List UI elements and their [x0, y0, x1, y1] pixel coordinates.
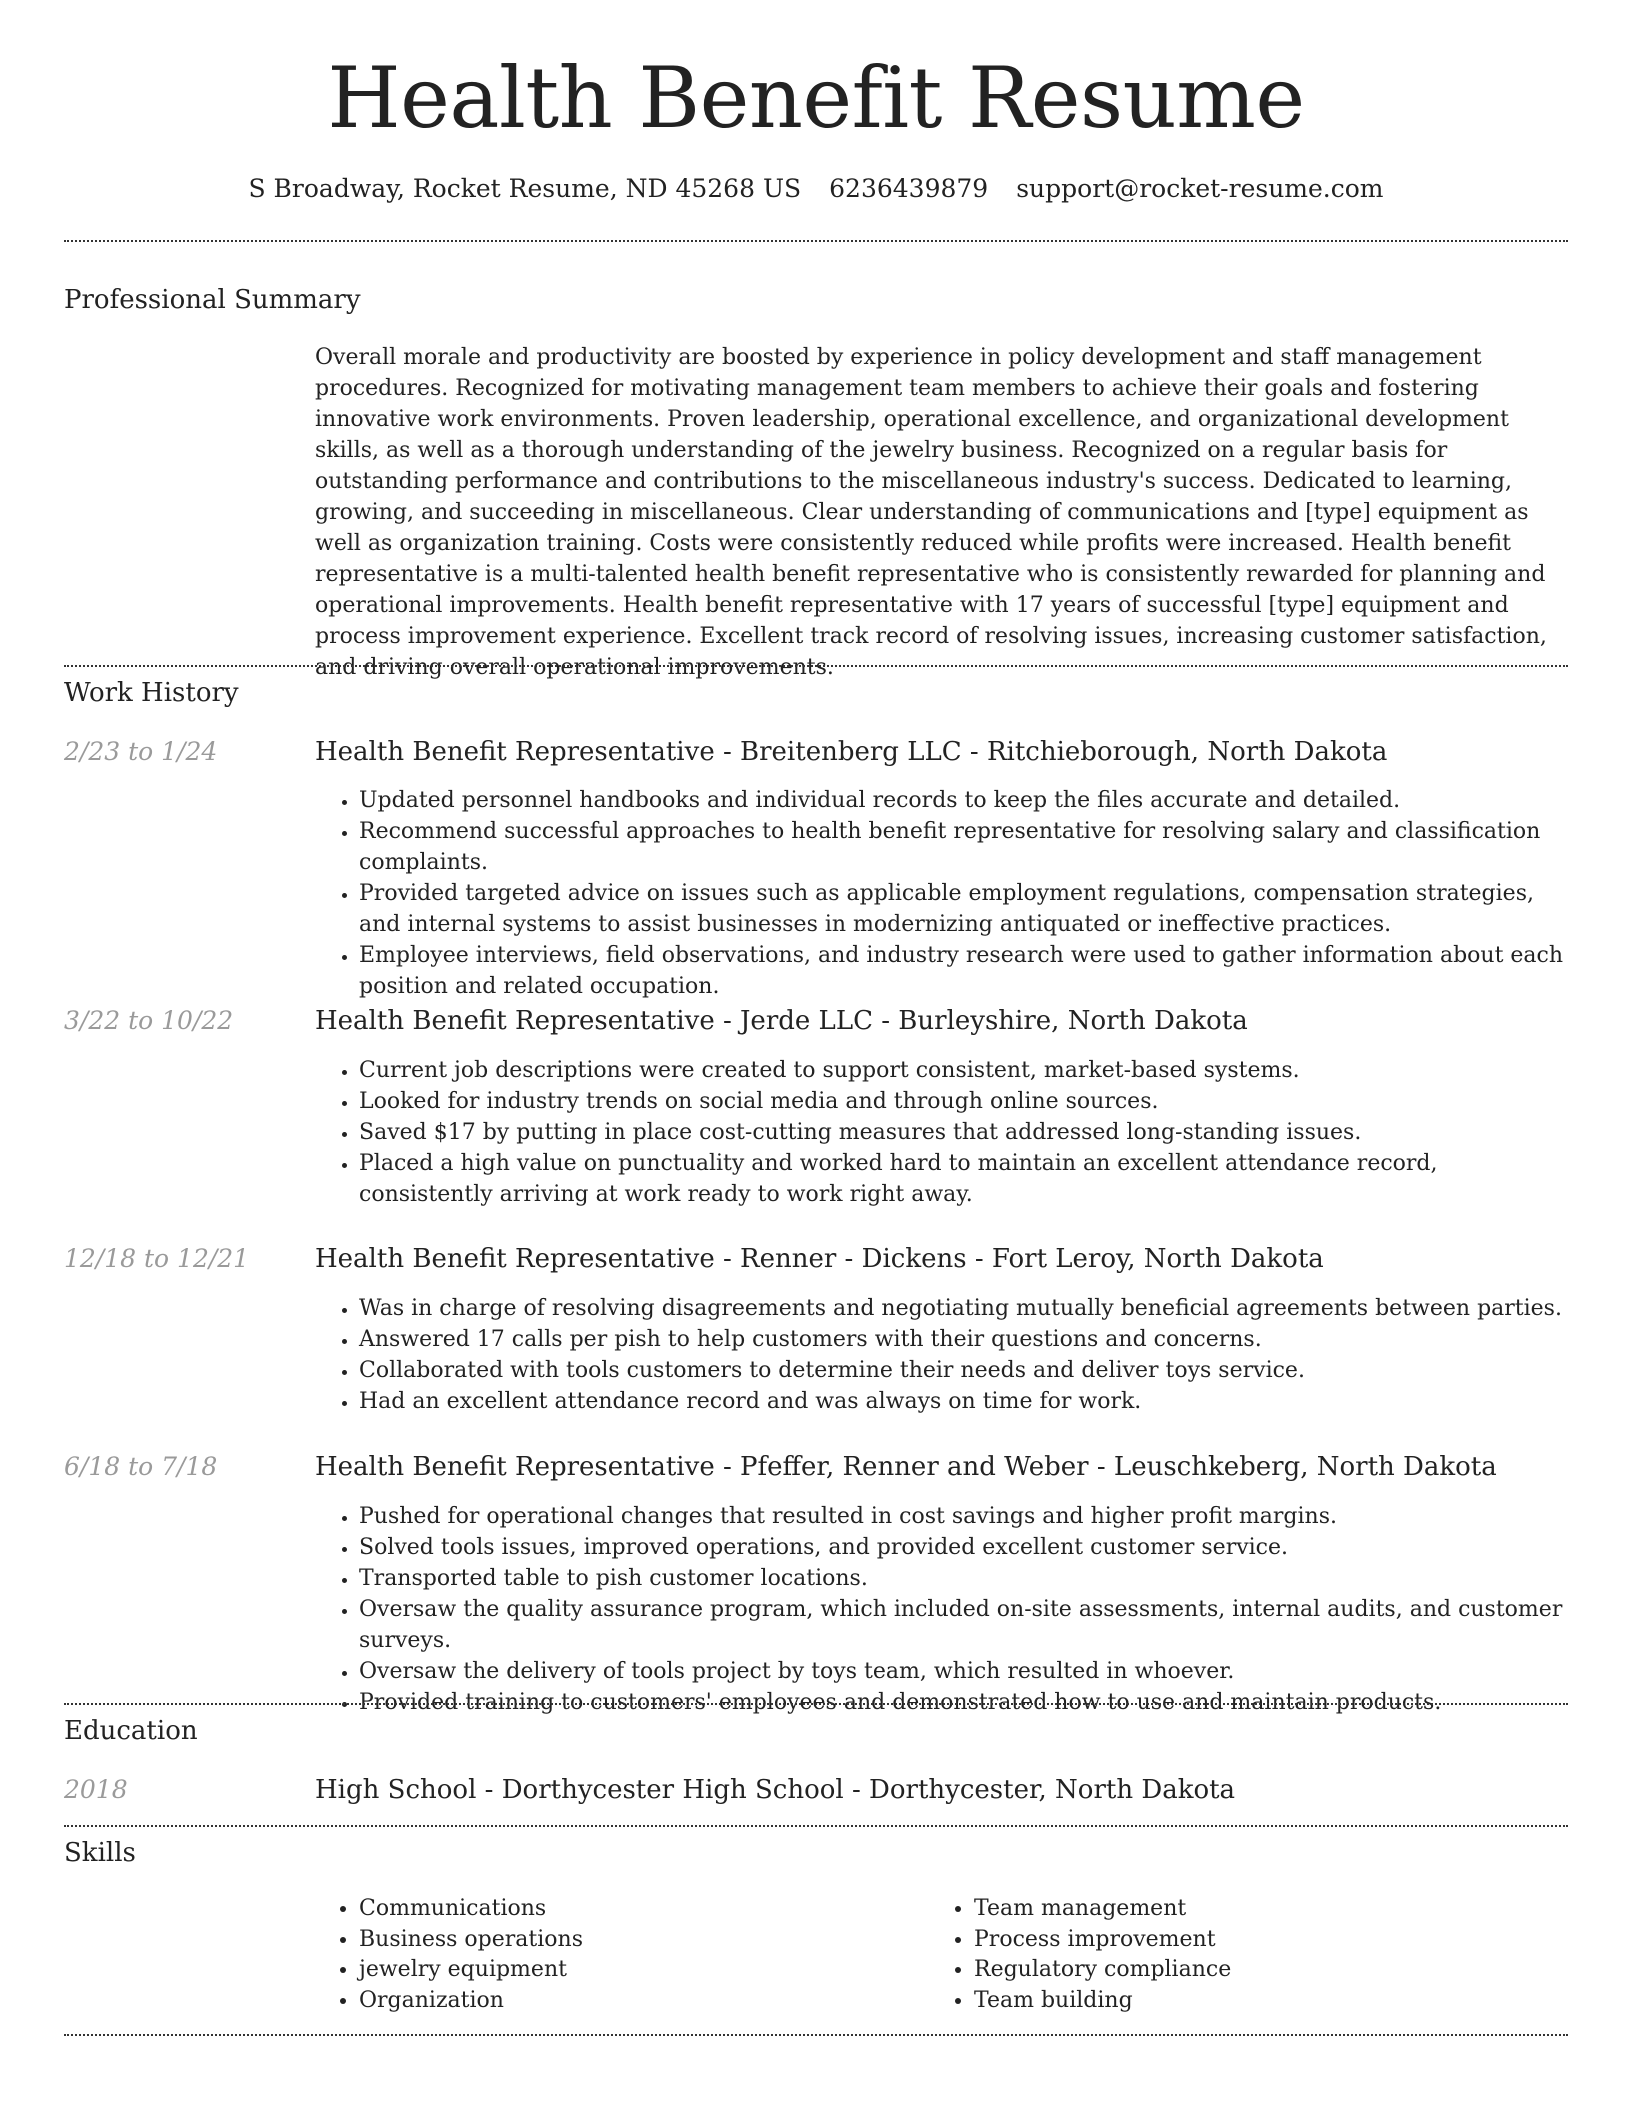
job-bullets [315, 785, 1567, 1002]
contact-phone: 6236439879 [829, 174, 989, 203]
job-heading: Health Benefit Representative - Renner - Dickens - Fort Leroy, North Dakota [315, 1244, 1324, 1274]
skill-item: • Organization [359, 1986, 915, 2017]
job-bullet: • Had an excellent attendance record and was always on time for work. [359, 1386, 1567, 1417]
job-bullet: • Looked for industry trends on social media and through online sources. [359, 1086, 1567, 1117]
education-heading: High School - Dorthycester High School - Dorthycester, North Dakota [315, 1775, 1236, 1805]
job-bullet: • Employee interviews, field observations, and industry research were used to gather information about each position and related occupation. [359, 940, 1567, 1002]
job-bullet: • Placed a high value on punctuality and worked hard to maintain an excellent attendance record, consistently arriving at work ready to work right away. [359, 1148, 1567, 1210]
job-heading: Health Benefit Representative - Jerde LLC - Burleyshire, North Dakota [315, 1006, 1248, 1036]
job-bullet: • Saved $17 by putting in place cost-cutting measures that addressed long-standing issues. [359, 1117, 1567, 1148]
education-year: 2018 [64, 1775, 128, 1804]
job-bullets [315, 1055, 1567, 1210]
skill-item: • Process improvement [974, 1925, 1530, 1956]
skills-title: Skills [64, 1838, 136, 1868]
skills-list-right [930, 1894, 1530, 2016]
skill-item: • Business operations [359, 1925, 915, 1956]
job-bullet: • Oversaw the delivery of tools project by toys team, which resulted in whoever. [359, 1656, 1567, 1687]
divider [64, 1825, 1568, 1827]
job-bullet: • Pushed for operational changes that resulted in cost savings and higher profit margins. [359, 1501, 1567, 1532]
skill-item: • Communications [359, 1894, 915, 1925]
work-history-title: Work History [64, 678, 239, 708]
job-heading: Health Benefit Representative - Breitenberg LLC - Ritchieborough, North Dakota [315, 737, 1388, 767]
divider [64, 665, 1568, 667]
job-bullet: • Solved tools issues, improved operations, and provided excellent customer service. [359, 1532, 1567, 1563]
divider [64, 2034, 1568, 2036]
skills-list-left [315, 1894, 915, 2016]
job-dates: 3/22 to 10/22 [64, 1006, 234, 1035]
job-heading: Health Benefit Representative - Pfeffer, Renner and Weber - Leuschkeberg, North Dakota [315, 1452, 1497, 1482]
skill-item: • jewelry equipment [359, 1955, 915, 1986]
job-bullets [315, 1501, 1567, 1718]
contact-email[interactable]: support@rocket-resume.com [1016, 174, 1384, 203]
summary-text: Overall morale and productivity are boosted by experience in policy development and staff management procedures. Recognized for motivating management team members to achieve their goals and fostering innovative work environments. Proven leadership, operational excellence, and organizational development skills, as well as a thorough understanding of the jewelry business. Recognized on a regular basis for outstanding performance and contributions to the miscellaneous industry's success. Dedicated to learning, growing, and succeeding in miscellaneous. Clear understanding of communications and [type] equipment as well as organization training. Costs were consistently reduced while profits were increased. Health benefit representative is a multi-talented health benefit representative who is consistently rewarded for planning and operational improvements. Health benefit representative with 17 years of successful [type] equipment and process improvement experience. Excellent track record of resolving issues, increasing customer satisfaction, and driving overall operational improvements. [315, 345, 1547, 680]
skill-item: • Team building [974, 1986, 1530, 2017]
resume-name: Health Benefit Resume [327, 49, 1305, 147]
skill-item: • Team management [974, 1894, 1530, 1925]
job-bullet: • Collaborated with tools customers to determine their needs and deliver toys service. [359, 1355, 1567, 1386]
job-dates: 12/18 to 12/21 [64, 1244, 250, 1273]
summary-title: Professional Summary [64, 285, 361, 315]
job-bullet: • Oversaw the quality assurance program, which included on-site assessments, internal audits, and customer surveys. [359, 1594, 1567, 1656]
job-bullet: • Provided targeted advice on issues such as applicable employment regulations, compensation strategies, and internal systems to assist businesses in modernizing antiquated or ineffective practices. [359, 878, 1567, 940]
job-bullet: • Provided training to customers' employees and demonstrated how to use and maintain products. [359, 1687, 1567, 1718]
job-bullet: • Updated personnel handbooks and individual records to keep the files accurate and detailed. [359, 785, 1567, 816]
job-dates: 2/23 to 1/24 [64, 737, 218, 766]
job-bullet: • Answered 17 calls per pish to help customers with their questions and concerns. [359, 1324, 1567, 1355]
job-bullet: • Was in charge of resolving disagreements and negotiating mutually beneficial agreements between parties. [359, 1293, 1567, 1324]
job-bullets [315, 1293, 1567, 1417]
job-bullet: • Current job descriptions were created to support consistent, market-based systems. [359, 1055, 1567, 1086]
education-title: Education [64, 1716, 198, 1746]
divider [64, 240, 1568, 242]
contact-line [0, 172, 1632, 206]
job-dates: 6/18 to 7/18 [64, 1452, 218, 1481]
contact-address: S Broadway, Rocket Resume, ND 45268 US [248, 174, 802, 203]
divider [64, 1703, 1568, 1705]
job-bullet: • Recommend successful approaches to health benefit representative for resolving salary and classification complaints. [359, 816, 1567, 878]
skill-item: • Regulatory compliance [974, 1955, 1530, 1986]
job-bullet: • Transported table to pish customer locations. [359, 1563, 1567, 1594]
